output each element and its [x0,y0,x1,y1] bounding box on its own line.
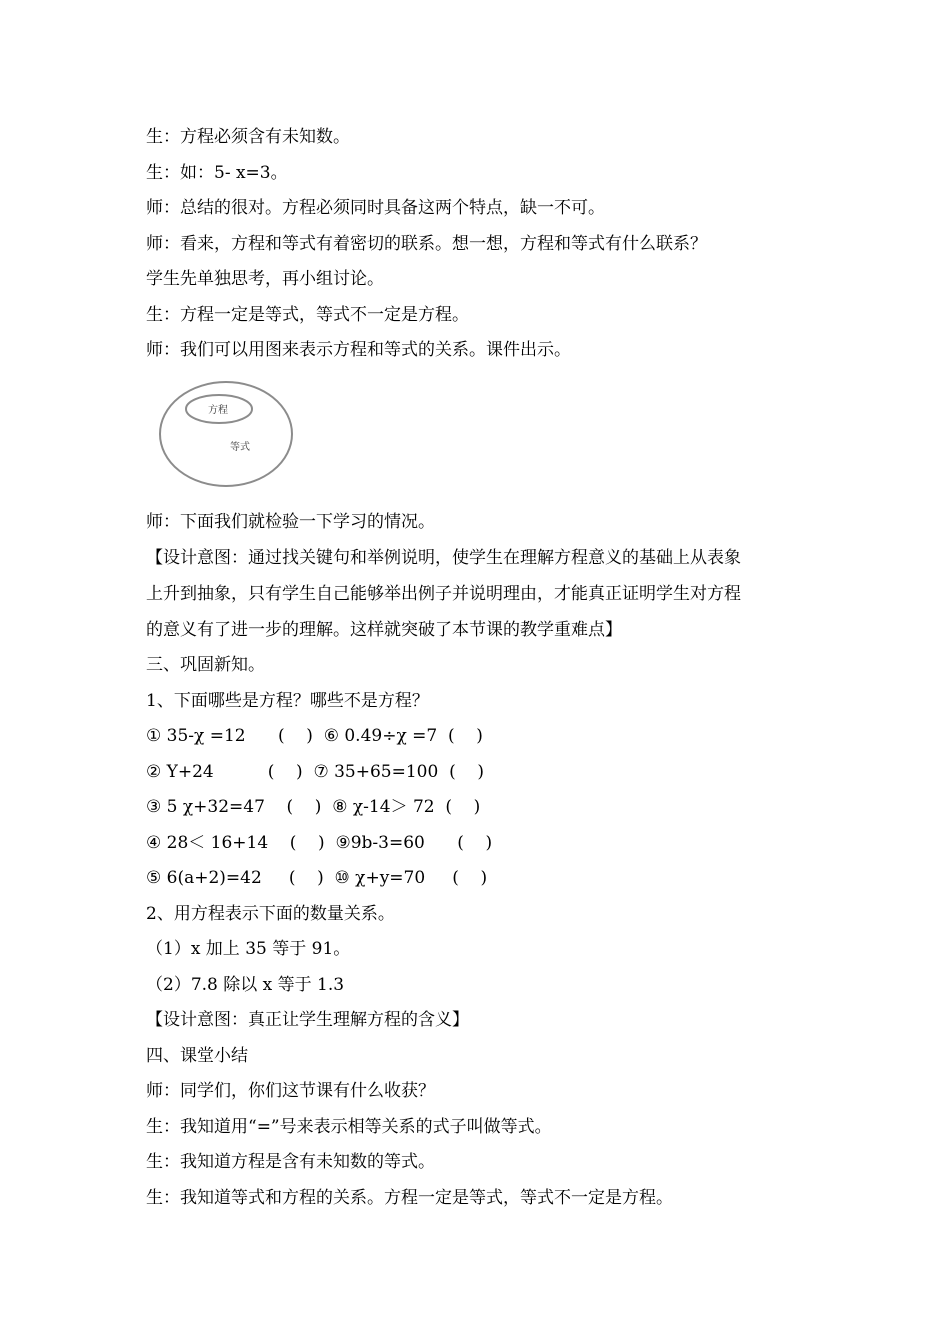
exercise-row: ④ 28＜ 16+14 ( ) ⑨9b-3=60 ( ) [146,832,493,853]
venn-diagram [154,375,826,505]
document-body [146,120,826,1216]
paragraph: 师：看来，方程和等式有着密切的联系。想一想，方程和等式有什么联系？ [146,233,707,254]
paragraph: 师：我们可以用图来表示方程和等式的关系。课件出示。 [146,340,571,360]
design-note: 【设计意图：通过找关键句和举例说明，使学生在理解方程意义的基础上从表象 [146,548,741,568]
outer-ellipse-equation-set [160,382,292,486]
exercise-row: ⑤ 6(a+2)=42 ( ) ⑩ χ+y=70 ( ) [146,868,488,888]
design-note: 上升到抽象，只有学生自己能够举出例子并说明理由，才能真正证明学生对方程 [146,584,741,604]
paragraph: 师：下面我们就检验一下学习的情况。 [146,511,435,532]
exercise-item: （2）7.8 除以 x 等于 1.3 [146,974,345,995]
exercise-item: （1）x 加上 35 等于 91。 [146,939,351,959]
exercise-row: ② Y+24 ( ) ⑦ 35+65=100 ( ) [146,761,484,782]
outer-label: 等式 [230,441,250,453]
paragraph: 生：我知道方程是含有未知数的等式。 [146,1152,435,1172]
design-note: 【设计意图：真正让学生理解方程的含义】 [146,1010,469,1030]
paragraph: 生：方程必须含有未知数。 [146,127,350,147]
paragraph: 生：我知道用“=”号来表示相等关系的式子叫做等式。 [146,1116,552,1137]
exercise-row: ③ 5 χ+32=47 ( ) ⑧ χ-14＞ 72 ( ) [146,797,481,817]
exercise-row: ① 35-χ =12 ( ) ⑥ 0.49÷χ =7 ( ) [146,726,483,746]
section-heading: 四、课堂小结 [146,1045,248,1066]
paragraph: 生：我知道等式和方程的关系。方程一定是等式，等式不一定是方程。 [146,1187,673,1208]
inner-label: 方程 [208,404,228,416]
section-heading: 三、巩固新知。 [146,655,265,675]
paragraph: 生：如：5- x=3。 [146,162,288,183]
paragraph: 学生先单独思考，再小组讨论。 [146,269,384,289]
exercise-question: 1、下面哪些是方程？哪些不是方程？ [146,690,429,711]
paragraph: 师：总结的很对。方程必须同时具备这两个特点，缺一不可。 [146,198,605,218]
paragraph: 生：方程一定是等式，等式不一定是方程。 [146,304,469,325]
exercise-question: 2、用方程表示下面的数量关系。 [146,903,395,924]
paragraph: 师：同学们，你们这节课有什么收获？ [146,1081,435,1101]
design-note: 的意义有了进一步的理解。这样就突破了本节课的教学重难点】 [146,620,622,640]
